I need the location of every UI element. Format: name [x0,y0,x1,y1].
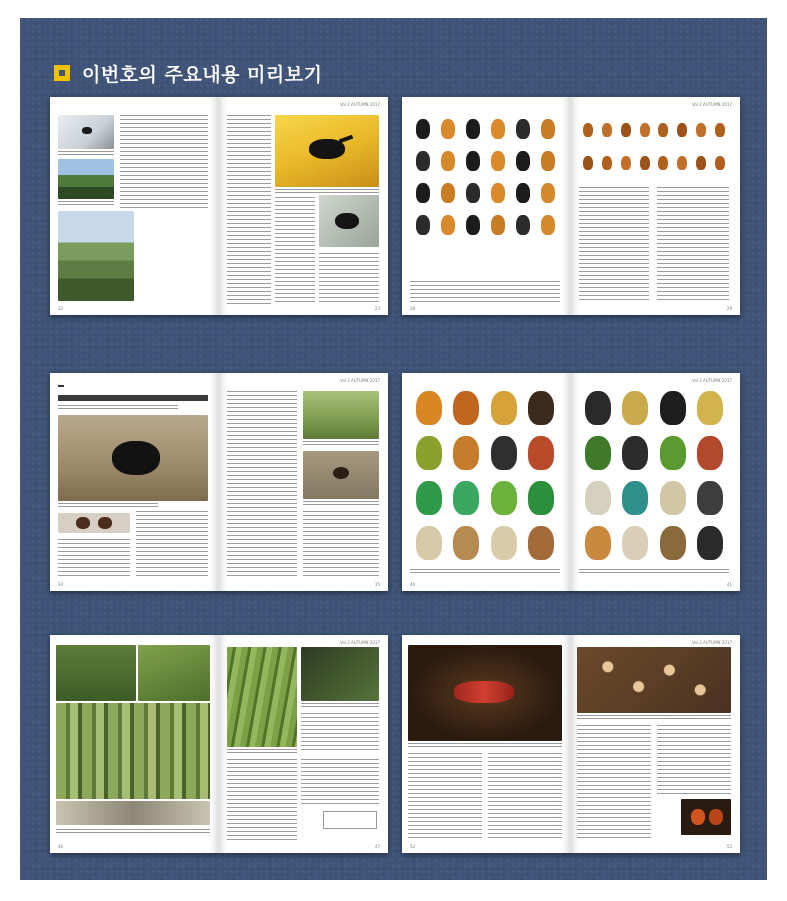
bamboo-stems-photo [56,703,210,799]
spread-6-left-page: 52 [402,635,571,853]
bamboo-leaves-photo [138,645,210,701]
chafer-specimen-plate-right [579,385,729,565]
spread-5-left-page: 46 [50,635,219,853]
magazine-spread-6[interactable] [402,635,740,853]
spread-1-right-page: Vol.2 AUTUMN 2017 23 [219,97,388,315]
chafer-specimen-plate-left [410,385,560,565]
spread-2-left-page: 28 [402,97,571,315]
bamboo-grove-photo [56,645,136,701]
beetle-specimen-strip [58,513,130,533]
spread-3-left-page: 34 [50,373,219,591]
spread-6-right-page: Vol.2 AUTUMN 2017 53 [571,635,740,853]
bamboo-section-photo [56,801,210,825]
red-beetle-in-cell-photo [408,645,562,741]
mountain-valley-photo [58,211,134,301]
spread-5-right-page: Vol.2 AUTUMN 2017 47 [219,635,388,853]
magazine-spread-3[interactable] [50,373,388,591]
magazine-spread-5[interactable] [50,635,388,853]
spread-4-right-page: Vol.2 AUTUMN 2017 41 [571,373,740,591]
hand-holding-beetle-photo [58,115,114,149]
bamboo-branch-photo [227,647,297,747]
spread-4-left-page: 40 [402,373,571,591]
preview-panel [20,18,767,880]
grassland-habitat-photo [303,391,379,439]
specimen-plate-small [579,113,729,179]
stag-beetle-on-bananas-photo [275,115,379,187]
stag-beetle-closeup-photo [319,195,379,247]
soil-burrow-photo [303,451,379,499]
forest-landscape-photo [58,159,114,199]
spread-3-right-page: Vol.2 AUTUMN 2017 35 [219,373,388,591]
magazine-spread-2[interactable] [402,97,740,315]
spread-2-right-page: Vol.2 AUTUMN 2017 29 [571,97,740,315]
specimen-plate [410,113,560,273]
spread-1-left-page: 22 [50,97,219,315]
larva-pupa-photo [681,799,731,835]
author-contact-box [323,811,377,829]
bamboo-canopy-photo [301,647,379,701]
magazine-spread-4[interactable] [402,373,740,591]
square-bullet-icon [54,65,70,81]
pupal-cells-photo [577,647,731,713]
section-title: 이번호의 주요내용 미리보기 [82,63,323,86]
section-heading [54,60,322,86]
article-title-bar [58,395,208,401]
dung-beetle-photo [58,415,208,501]
magazine-spread-1[interactable] [50,97,388,315]
